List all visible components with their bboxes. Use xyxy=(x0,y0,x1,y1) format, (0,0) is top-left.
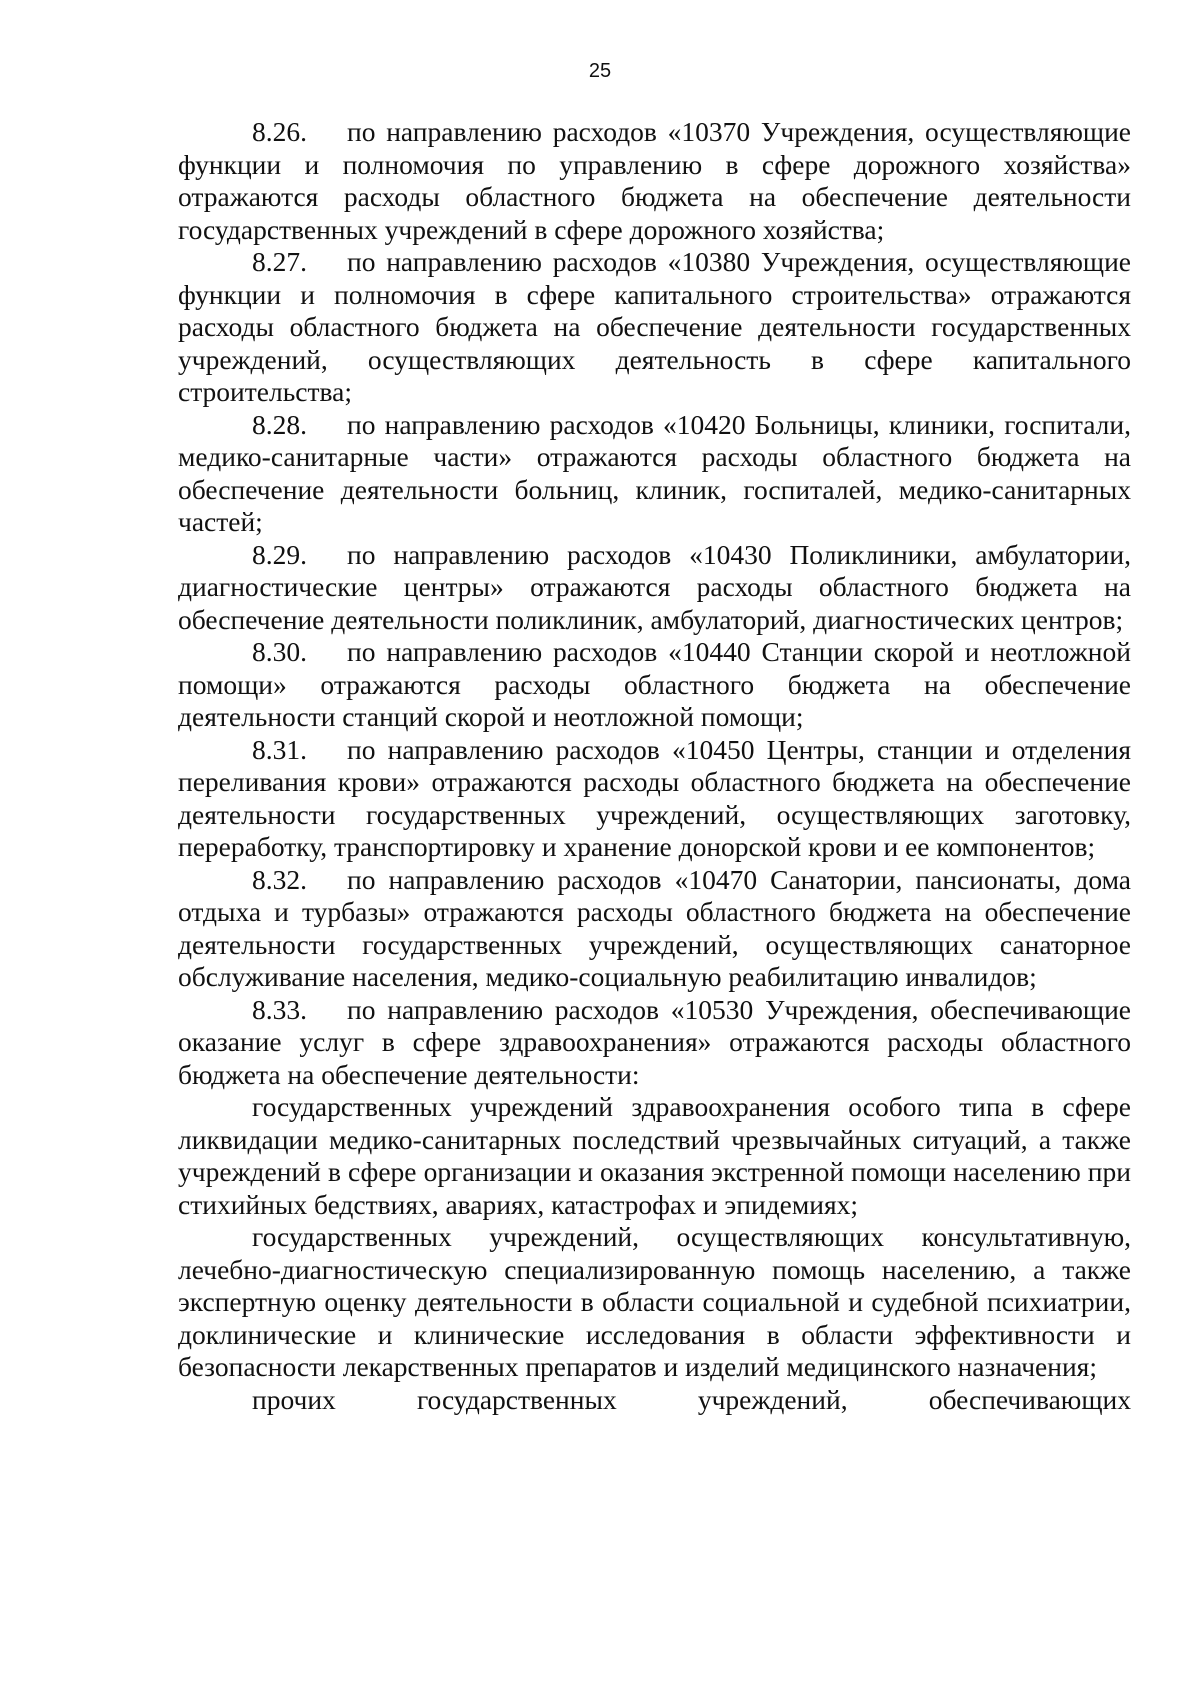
paragraph-text: по направлению расходов «10370 Учреждения, осуществляющие функции и полномочия по управлению в сфере дорожного хозяйства» отражаются расходы областного бюджета на обеспечение деятельности государственных учреждений в сфере дорожного хозяйства; xyxy=(178,116,1131,245)
document-body xyxy=(178,116,1131,1416)
paragraph-8-31 xyxy=(178,734,1131,864)
paragraph-8-27 xyxy=(178,246,1131,409)
paragraph-number: 8.30. xyxy=(252,636,307,667)
paragraph-8-30 xyxy=(178,636,1131,734)
paragraph-8-26 xyxy=(178,116,1131,246)
paragraph-sub-2 xyxy=(178,1221,1131,1384)
paragraph-text: по направлению расходов «10470 Санатории, пансионаты, дома отдыха и турбазы» отражаются расходы областного бюджета на обеспечение деятельности государственных учреждений, осуществляющих санаторное обслуживание населения, медико-социальную реабилитацию инвалидов; xyxy=(178,863,1131,992)
paragraph-text: по направлению расходов «10380 Учреждения, осуществляющие функции и полномочия в сфере капитального строительства» отражаются расходы областного бюджета на обеспечение деятельности государственных учреждений, осуществляющих деятельность в сфере капитального строительства; xyxy=(178,246,1131,407)
paragraph-8-29 xyxy=(178,539,1131,637)
paragraph-number: 8.33. xyxy=(252,993,307,1025)
page-number: 25 xyxy=(588,60,612,82)
paragraph-sub-3 xyxy=(178,1384,1131,1417)
paragraph-number: 8.31. xyxy=(252,733,307,765)
paragraph-text: по направлению расходов «10430 Поликлиники, амбулатории, диагностические центры» отражаются расходы областного бюджета на обеспечение деятельности поликлиник, амбулаторий, диагностических центров; xyxy=(178,538,1131,635)
paragraph-text: государственных учреждений здравоохранения особого типа в сфере ликвидации медико-санитарных последствий чрезвычайных ситуаций, а также учреждений в сфере организации и оказания экстренной помощи населению при стихийных бедствиях, авариях, катастрофах и эпидемиях; xyxy=(178,1091,1131,1220)
paragraph-8-32 xyxy=(178,864,1131,994)
paragraph-number: 8.32. xyxy=(252,863,307,895)
paragraph-number: 8.26. xyxy=(252,116,307,147)
paragraph-text: по направлению расходов «10450 Центры, станции и отделения переливания крови» отражаются расходы областного бюджета на обеспечение деятельности государственных учреждений, осуществляющих заготовку, переработку, транспортировку и хранение донорской крови и ее компонентов; xyxy=(178,733,1131,862)
paragraph-number: 8.28. xyxy=(252,408,307,440)
paragraph-text: по направлению расходов «10440 Станции скорой и неотложной помощи» отражаются расходы областного бюджета на обеспечение деятельности станций скорой и неотложной помощи; xyxy=(178,636,1131,732)
paragraph-text: по направлению расходов «10420 Больницы, клиники, госпитали, медико-санитарные части» отражаются расходы областного бюджета на обеспечение деятельности больниц, клиник, госпиталей, медико-санитарных частей; xyxy=(178,408,1131,537)
paragraph-sub-1 xyxy=(178,1091,1131,1221)
paragraph-text: прочих государственных учреждений, обеспечивающих xyxy=(252,1383,1131,1415)
paragraph-number: 8.27. xyxy=(252,246,307,277)
paragraph-number: 8.29. xyxy=(252,538,307,570)
paragraph-8-33 xyxy=(178,994,1131,1092)
paragraph-text: государственных учреждений, осуществляющих консультативную, лечебно-диагностическую специализированную помощь населению, а также экспертную оценку деятельности в области социальной и судебной психиатрии, доклинические и клинические исследования в области эффективности и безопасности лекарственных препаратов и изделий медицинского назначения; xyxy=(178,1221,1131,1382)
paragraph-8-28 xyxy=(178,409,1131,539)
paragraph-text: по направлению расходов «10530 Учреждения, обеспечивающие оказание услуг в сфере здравоохранения» отражаются расходы областного бюджета на обеспечение деятельности: xyxy=(178,993,1131,1090)
